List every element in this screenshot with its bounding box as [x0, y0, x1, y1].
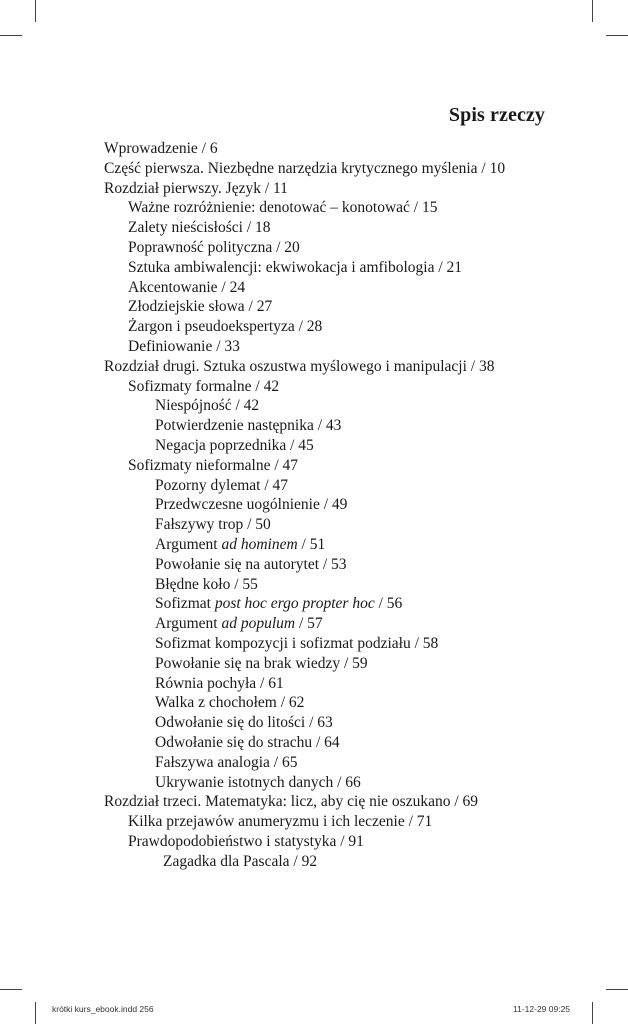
crop-mark — [606, 35, 628, 36]
toc-entry: Potwierdzenie następnika / 43 — [155, 417, 342, 435]
toc-entry: Poprawność polityczna / 20 — [128, 238, 300, 256]
toc-entry — [104, 614, 505, 634]
toc-entry: Prawdopodobieństwo i statystyka / 91 — [128, 832, 364, 850]
toc-entry: Rozdział drugi. Sztuka oszustwa myślowego i manipulacji / 38 — [104, 357, 495, 375]
toc-entry: Definiowanie / 33 — [128, 337, 240, 355]
print-slug-file: krótki kurs_ebook.indd 256 — [52, 1004, 154, 1014]
toc-entry: Część pierwsza. Niezbędne narzędzia krytycznego myślenia / 10 — [104, 159, 506, 177]
toc-entry-text: Argument — [155, 615, 222, 633]
toc-entry: Powołanie się na autorytet / 53 — [155, 555, 347, 573]
toc-entry: Sofizmaty formalne / 42 — [128, 377, 280, 395]
toc-entry — [104, 594, 505, 614]
toc-entry-italic: post hoc ergo propter hoc — [214, 595, 375, 613]
toc-entry: Złodziejskie słowa / 27 — [128, 298, 273, 316]
toc-entry-page: / 51 — [297, 535, 326, 553]
toc-entry: Sztuka ambiwalencji: ekwiwokacja i amfibologia / 21 — [128, 258, 463, 276]
toc-entry: Kilka przejawów anumeryzmu i ich leczenie / 71 — [128, 813, 433, 831]
toc-entry: Fałszywa analogia / 65 — [155, 753, 298, 771]
toc-entry-text: Sofizmat — [155, 595, 215, 613]
toc-entry — [104, 535, 505, 555]
toc-entry: Wprowadzenie / 6 — [104, 140, 218, 157]
crop-mark — [35, 0, 36, 22]
toc-entry: Negacja poprzednika / 45 — [155, 436, 314, 454]
toc-entry: Rozdział trzeci. Matematyka: licz, aby cię nie oszukano / 69 — [104, 793, 479, 811]
toc-entry: Powołanie się na brak wiedzy / 59 — [155, 654, 368, 672]
toc-entry: Przedwczesne uogólnienie / 49 — [155, 496, 348, 514]
crop-mark — [592, 1002, 593, 1024]
crop-mark — [606, 989, 628, 990]
toc-entry-italic: ad hominem — [221, 535, 298, 553]
table-of-contents — [104, 139, 505, 871]
toc-entry: Niespójność / 42 — [155, 397, 260, 415]
toc-entry: Równia pochyła / 61 — [155, 674, 284, 692]
crop-mark — [592, 0, 593, 22]
crop-mark — [0, 35, 22, 36]
toc-entry: Fałszywy trop / 50 — [155, 516, 271, 534]
toc-entry: Ważne rozróżnienie: denotować – konotować / 15 — [128, 199, 438, 217]
page-title: Spis rzeczy — [448, 104, 545, 127]
toc-entry: Zagadka dla Pascala / 92 — [163, 852, 318, 870]
toc-entry-italic: ad populum — [221, 615, 296, 633]
toc-entry-page: / 57 — [295, 615, 323, 633]
print-slug-timestamp: 11-12-29 09:25 — [513, 1004, 571, 1014]
toc-entry: Błędne koło / 55 — [155, 575, 258, 593]
toc-entry: Pozorny dylemat / 47 — [155, 476, 289, 494]
crop-mark — [0, 989, 22, 990]
toc-entry: Sofizmat kompozycji i sofizmat podziału / 58 — [155, 634, 439, 652]
toc-entry: Odwołanie się do litości / 63 — [155, 714, 333, 732]
toc-entry: Akcentowanie / 24 — [128, 278, 246, 296]
toc-entry: Zalety nieścisłości / 18 — [128, 219, 271, 237]
toc-entry-text: Argument — [155, 535, 222, 553]
toc-entry: Sofizmaty nieformalne / 47 — [128, 456, 299, 474]
toc-entry: Odwołanie się do strachu / 64 — [155, 733, 340, 751]
crop-mark — [35, 1002, 36, 1024]
toc-entry-page: / 56 — [374, 595, 403, 613]
toc-entry: Ukrywanie istotnych danych / 66 — [155, 773, 361, 791]
toc-entry: Walka z chochołem / 62 — [155, 694, 305, 712]
toc-entry: Żargon i pseudoekspertyza / 28 — [128, 318, 323, 336]
toc-entry: Rozdział pierwszy. Język / 11 — [104, 179, 288, 197]
